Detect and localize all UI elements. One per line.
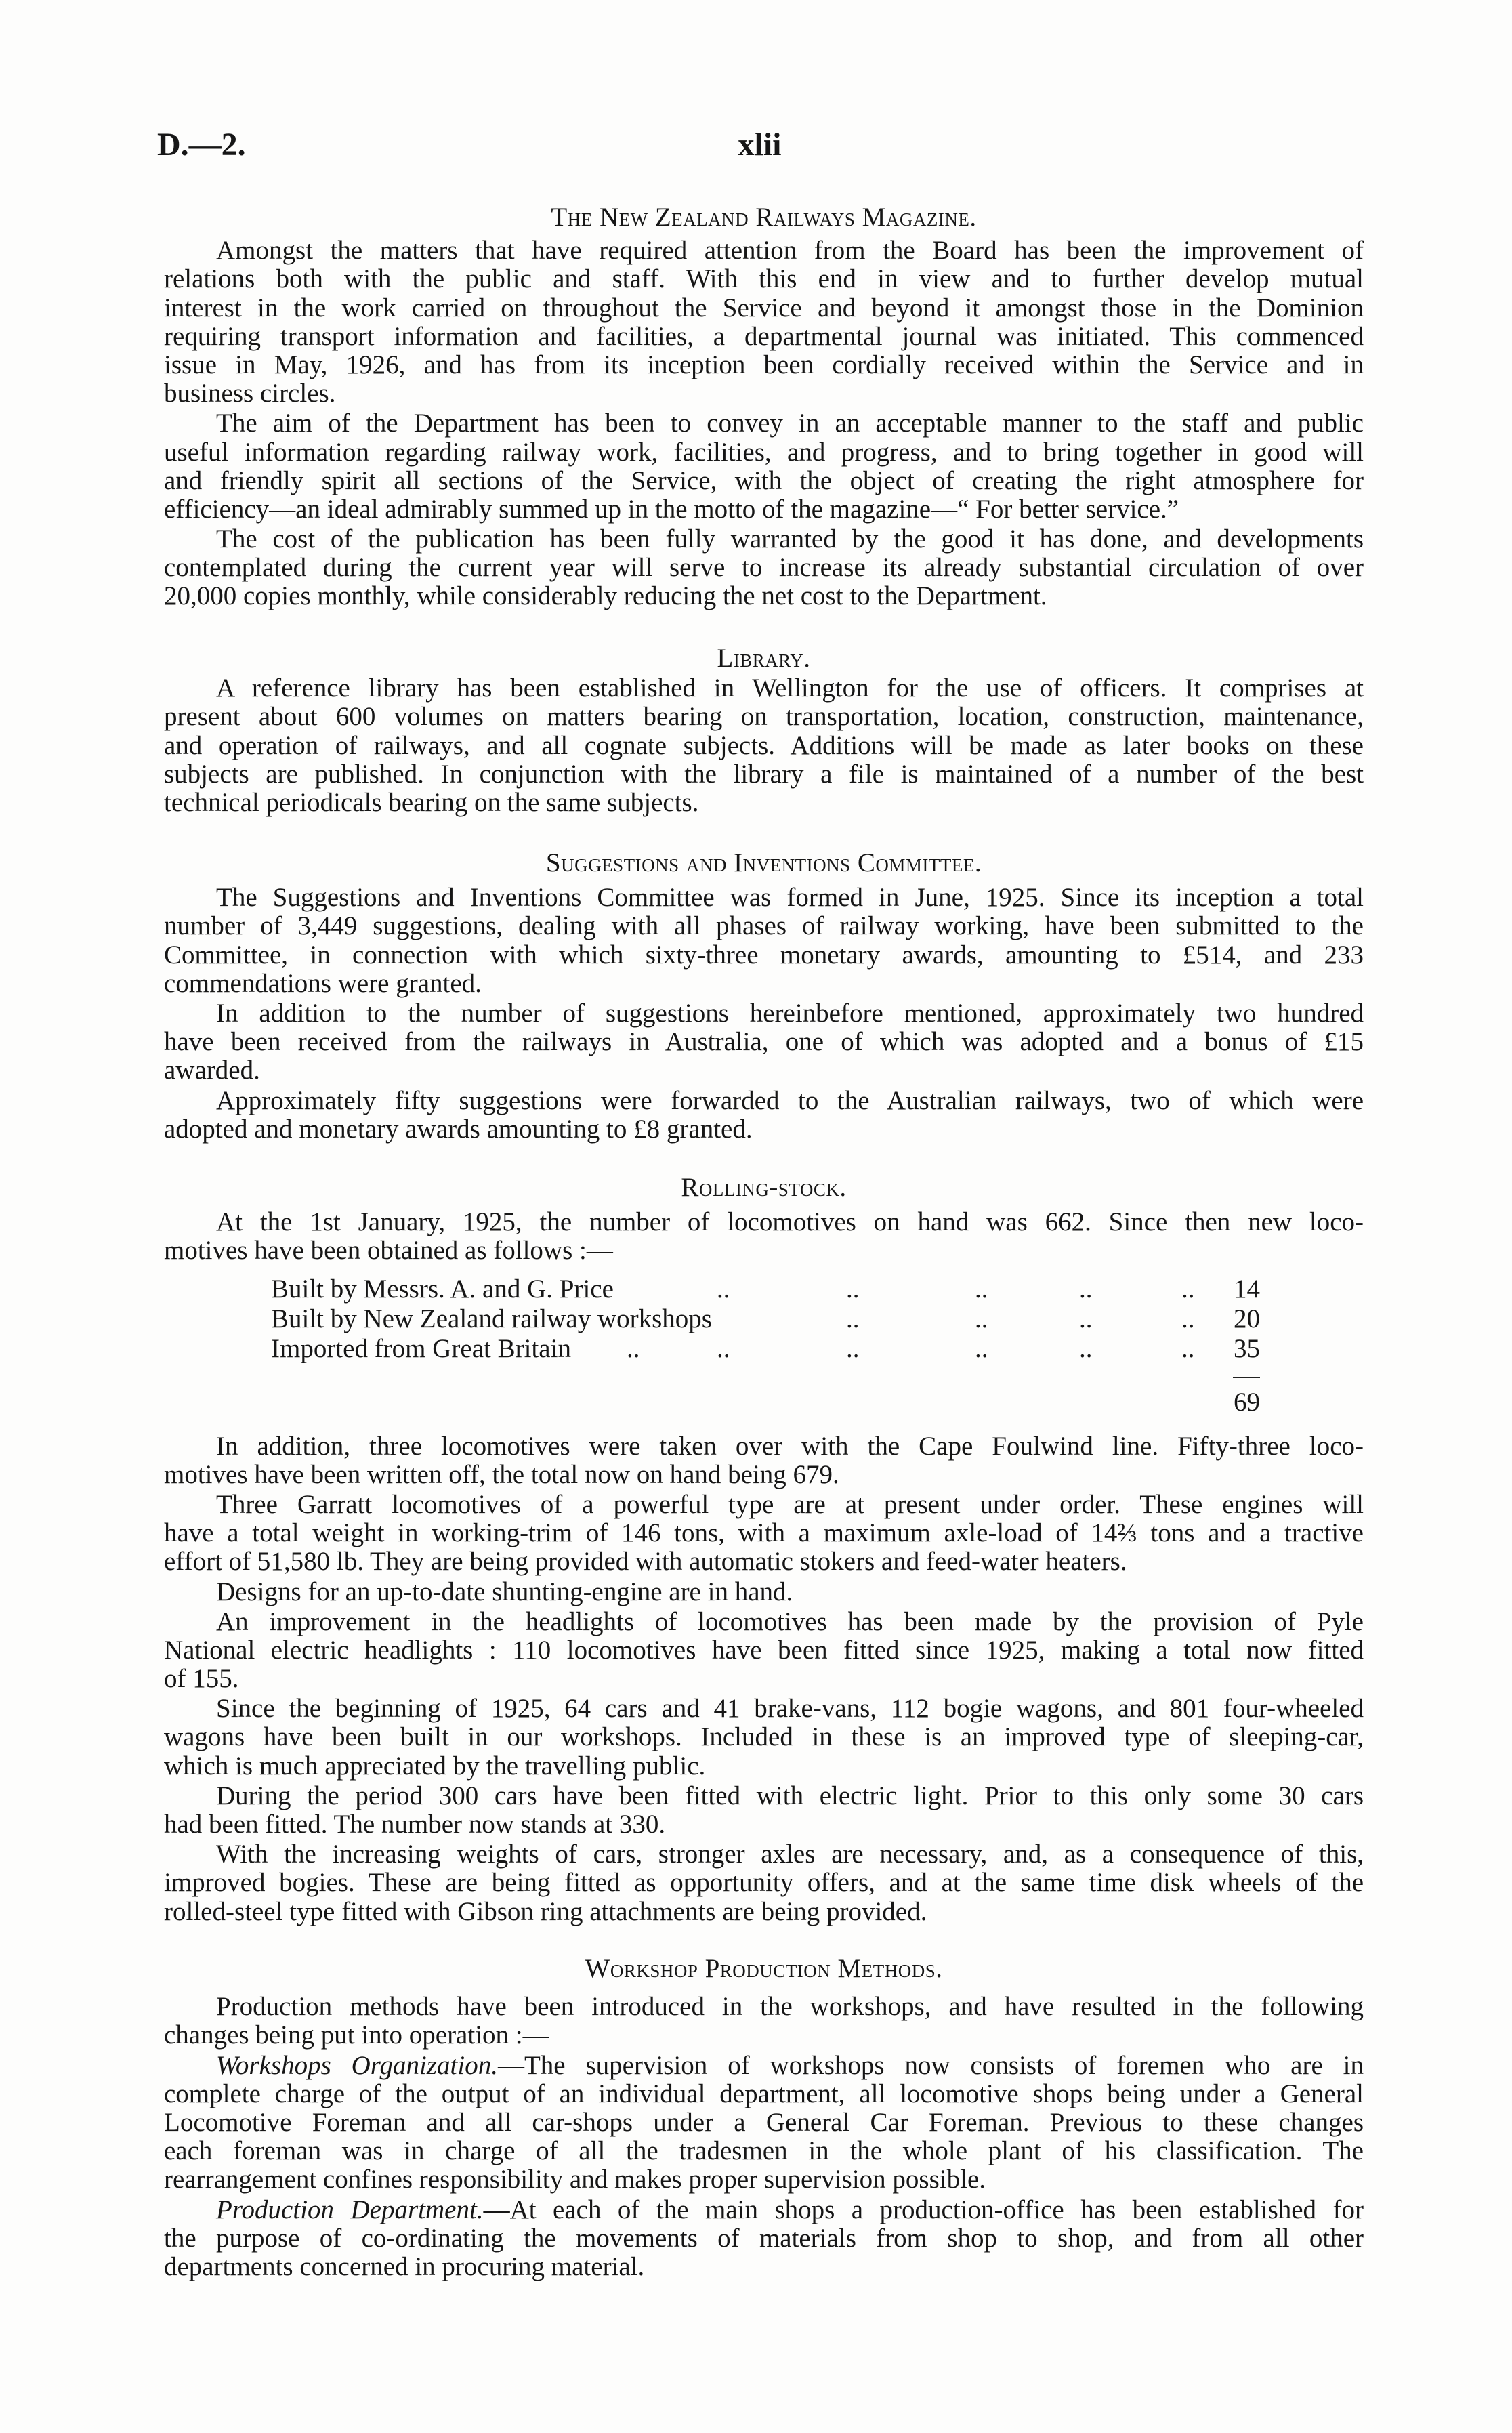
text-line: which is much appreciated by the travelling public. [164,1751,706,1781]
text-line: Production methods have been introduced in the workshops, and have resulted in the following [216,1992,1364,2022]
text-line: useful information regarding railway work, facilities, and progress, and to bring together in good will [164,437,1364,467]
text-line [164,2052,1364,2080]
text-line: efficiency—an ideal admirably summed up in the motto of the magazine—“ For better service.” [164,494,1179,524]
dot-leader: .. [975,1333,988,1363]
text-line: 20,000 copies monthly, while considerably reducing the net cost to the Department. [164,581,1047,611]
text-line: and friendly spirit all sections of the Service, with the object of creating the right atmosphere for [164,465,1364,495]
text-line: departments concerned in procuring material. [164,2251,645,2281]
text-line: At the 1st January, 1925, the number of locomotives on hand was 662. Since then new loco- [216,1207,1364,1237]
section-heading: Rolling-stock. [681,1173,847,1202]
locomotive-source: Imported from Great Britain [271,1333,571,1363]
text-line: Since the beginning of 1925, 64 cars and 41 brake-vans, 112 bogie wagons, and 801 four-wheeled [216,1694,1364,1724]
text-line: of 155. [164,1664,239,1694]
dot-leader: .. [1079,1333,1093,1363]
paragraph [164,2052,1364,2195]
section-workshop-methods [164,1955,1364,2281]
section-body [164,674,1364,817]
text-line: rearrangement confines responsibility and makes proper supervision possible. [164,2165,986,2195]
text-line: Three Garratt locomotives of a powerful type are at present under order. These engines will [216,1489,1364,1519]
section-heading: Suggestions and Inventions Committee. [545,848,982,877]
locomotive-row [164,1304,1364,1334]
text-line: wagons have been built in our workshops. Included in these is an improved type of sleeping-car, [164,1722,1364,1752]
text-line: effort of 51,580 lb. They are being provided with automatic stokers and feed-water heaters. [164,1547,1127,1577]
section-body [164,1993,1364,2281]
section-railways-magazine [164,203,1364,611]
text-line: each foreman was in charge of all the tradesmen in the whole plant of his classification. The [164,2136,1364,2166]
text-line: motives have been obtained as follows :— [164,1236,613,1266]
section-suggestions-committee [164,849,1364,1144]
text-line: have been received from the railways in Australia, one of which was adopted and a bonus of £15 [164,1027,1364,1057]
text-line: contemplated during the current year will serve to increase its already substantial circulation of over [164,553,1364,583]
running-head [157,126,1364,164]
text-line: the purpose of co-ordinating the movements of materials from shop to shop, and from all other [164,2223,1364,2253]
dot-leader: .. [975,1274,988,1304]
text-line [164,2196,1364,2224]
section-heading: Workshop Production Methods. [585,1954,943,1983]
total-row [164,1388,1364,1417]
text-line: changes being put into operation :— [164,2020,549,2050]
paragraph [164,1491,1364,1577]
text-line: technical periodicals bearing on the same subjects. [164,787,699,817]
section-body [164,1208,1364,1926]
dot-leader: .. [627,1333,640,1363]
paragraph [164,1208,1364,1265]
document-code: D.—2. [157,127,246,163]
locomotive-count: 14 [1234,1274,1260,1304]
text-line: The cost of the publication has been fully warranted by the good it has done, and developments [216,524,1364,554]
page-number: xlii [738,127,782,163]
text-line: have a total weight in working-trim of 146 tons, with a maximum axle-load of 14⅔ tons and a tractive [164,1518,1364,1548]
text-line: complete charge of the output of an individual department, all locomotive shops being under a General [164,2079,1364,2108]
text-line: present about 600 volumes on matters bearing on transportation, location, construction, maintenance, [164,702,1364,732]
section-heading: The New Zealand Railways Magazine. [551,203,977,232]
text-line: The Suggestions and Inventions Committee was formed in June, 1925. Since its inception a total [216,883,1364,913]
paragraph [164,1993,1364,2050]
text-line: rolled-steel type fitted with Gibson ring attachments are being provided. [164,1896,927,1926]
section-body [164,236,1364,610]
paragraph [164,1087,1364,1144]
dot-leader: .. [1181,1333,1195,1363]
text-line: had been fitted. The number now stands at 330. [164,1810,666,1839]
paragraph [164,1432,1364,1489]
text-line: number of 3,449 suggestions, dealing with all phases of railway working, have been submitted to the [164,911,1364,941]
text-line: In addition, three locomotives were taken over with the Cape Foulwind line. Fifty-three loco- [216,1431,1364,1461]
text-line: requiring transport information and facilities, a departmental journal was initiated. This commenced [164,321,1364,351]
dot-leader: .. [1079,1304,1093,1333]
section-library [164,644,1364,817]
paragraph [164,2196,1364,2282]
paragraph [164,525,1364,611]
text-line: The aim of the Department has been to convey in an acceptable manner to the staff and public [216,409,1364,438]
dot-leader: .. [717,1274,730,1304]
text-line: motives have been written off, the total now on hand being 679. [164,1459,839,1489]
section-rolling-stock [164,1173,1364,1926]
locomotive-row [164,1334,1364,1364]
dot-leader: .. [846,1304,860,1333]
sum-rule [1233,1377,1260,1378]
text-line: With the increasing weights of cars, stronger axles are necessary, and, as a consequence of this, [216,1839,1364,1869]
text-line: awarded. [164,1056,260,1085]
locomotive-table [164,1274,1364,1417]
text-line: A reference library has been established in Wellington for the use of officers. It comprises at [216,673,1364,703]
text-line: Locomotive Foreman and all car-shops under a General Car Foreman. Previous to these changes [164,2107,1364,2137]
paragraph [164,674,1364,817]
locomotive-source: Built by New Zealand railway workshops [271,1304,712,1333]
italic-lead-in: Production Department. [216,2195,484,2224]
paragraph [164,999,1364,1085]
paragraph [164,236,1364,408]
line-text: —The supervision of workshops now consists of foremen who are in [497,2050,1364,2080]
dot-leader: .. [1181,1274,1195,1304]
text-line: During the period 300 cars have been fitted with electric light. Prior to this only some 30 cars [216,1781,1364,1810]
text-line: Approximately fifty suggestions were forwarded to the Australian railways, two of which were [216,1085,1364,1115]
locomotive-count: 35 [1234,1333,1260,1363]
dot-leader: .. [717,1333,730,1363]
italic-lead-in: Workshops Organization. [216,2050,498,2080]
dot-leader: .. [1181,1304,1195,1333]
paragraph [164,1578,1364,1606]
text-line: relations both with the public and staff. With this end in view and to further develop mutual [164,264,1364,294]
text-line: adopted and monetary awards amounting to £8 granted. [164,1114,753,1144]
dot-leader: .. [1079,1274,1093,1304]
dot-leader: .. [846,1274,860,1304]
section-heading: Library. [717,644,811,673]
paragraph [164,1694,1364,1781]
text-line: An improvement in the headlights of locomotives has been made by the provision of Pyle [216,1606,1364,1636]
text-line: Amongst the matters that have required attention from the Board has been the improvement of [216,236,1364,266]
text-line: Designs for an up-to-date shunting-engine are in hand. [216,1577,793,1606]
paragraph [164,409,1364,524]
text-line: issue in May, 1926, and has from its inception been cordially received within the Service and in [164,350,1364,379]
line-text: —At each of the main shops a production-office has been established for [483,2195,1364,2224]
text-line: interest in the work carried on throughout the Service and beyond it amongst those in the Dominion [164,293,1364,323]
text-line: Committee, in connection with which sixty-three monetary awards, amounting to £514, and 233 [164,940,1364,970]
paragraph [164,1782,1364,1839]
text-line: and operation of railways, and all cognate subjects. Additions will be made as later books on these [164,730,1364,760]
paragraph [164,1608,1364,1694]
locomotive-source: Built by Messrs. A. and G. Price [271,1274,614,1304]
paragraph [164,1840,1364,1926]
text-line: business circles. [164,379,336,409]
locomotive-row [164,1274,1364,1304]
locomotive-count: 20 [1234,1304,1260,1333]
paragraph [164,883,1364,998]
text-line: improved bogies. These are being fitted as opportunity offers, and at the same time disk wheels of the [164,1868,1364,1898]
dot-leader: .. [975,1304,988,1333]
text-line: In addition to the number of suggestions hereinbefore mentioned, approximately two hundred [216,998,1364,1028]
text-line: National electric headlights : 110 locomotives have been fitted since 1925, making a total now fitted [164,1635,1364,1665]
dot-leader: .. [846,1333,860,1363]
locomotive-total: 69 [1234,1387,1260,1417]
text-line: commendations were granted. [164,968,482,998]
section-body [164,883,1364,1144]
text-line: subjects are published. In conjunction with the library a file is maintained of a number of the best [164,759,1364,789]
